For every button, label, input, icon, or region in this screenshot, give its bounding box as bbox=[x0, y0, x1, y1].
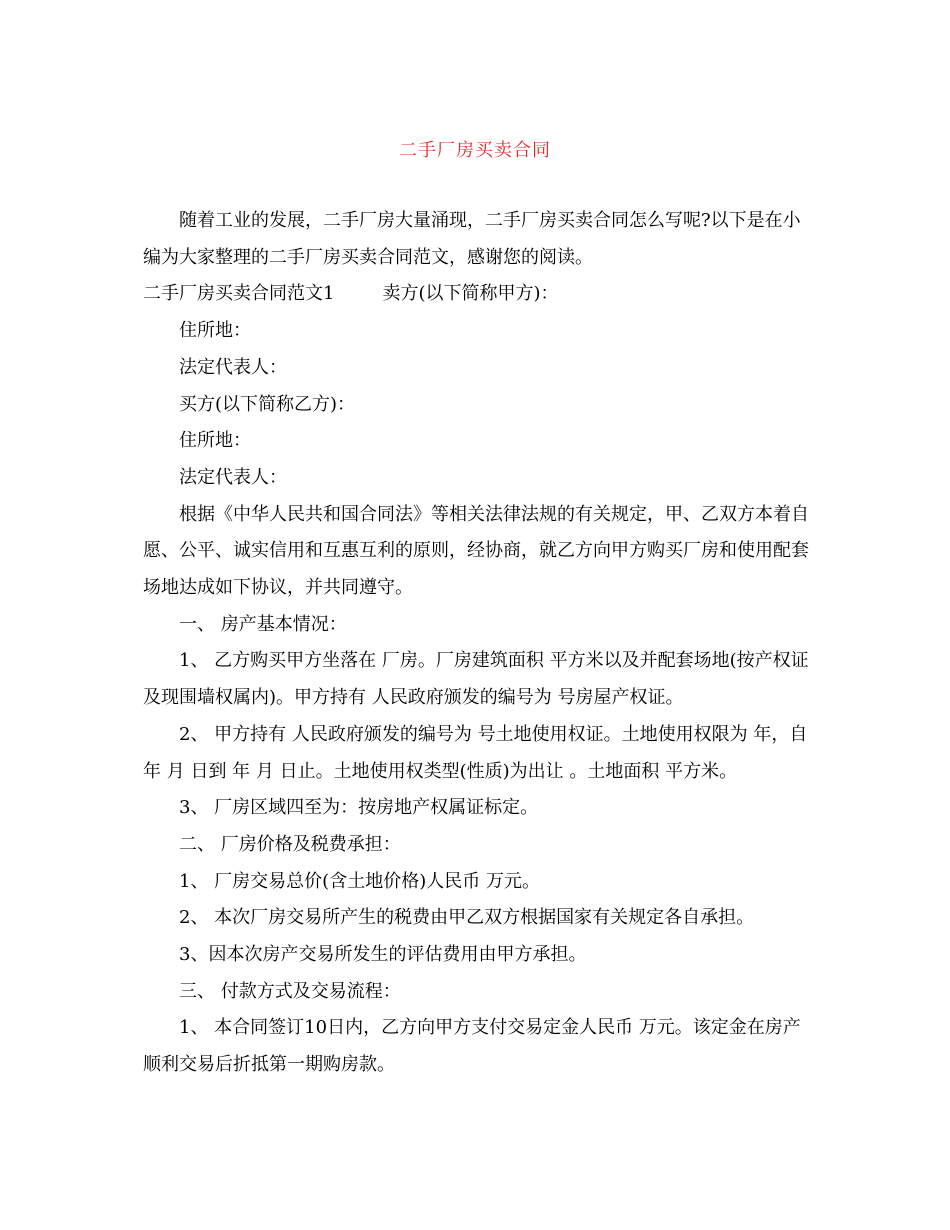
sample-heading-line bbox=[143, 276, 813, 313]
preamble-paragraph: 根据《中华人民共和国合同法》等相关法律法规的有关规定，甲、乙双方本着自愿、公平、诚实信用和互惠互利的原则，经协商，就乙方向甲方购买厂房和使用配套场地达成如下协议，并共同遵守。 bbox=[143, 503, 809, 599]
section-2-item-3: 3、因本次房产交易所发生的评估费用由甲方承担。 bbox=[179, 944, 587, 966]
document-title: 二手厂房买卖合同 bbox=[399, 140, 551, 161]
section-1-item-1: 1、 乙方购买甲方坐落在 厂房。厂房建筑面积 平方米以及并配套场地(按产权证及现围墙权属内)。甲方持有 人民政府颁发的编号为 号房屋产权证。 bbox=[143, 650, 809, 709]
intro-paragraph: 随着工业的发展，二手厂房大量涌现，二手厂房买卖合同怎么写呢?以下是在小编为大家整理的二手厂房买卖合同范文，感谢您的阅读。 bbox=[143, 210, 801, 268]
seller-label: 卖方(以下简称甲方)： bbox=[382, 283, 559, 305]
section-1-item-2: 2、 甲方持有 人民政府颁发的编号为 号土地使用权证。土地使用权限为 年，自 年 月 日到 年 月 日止。土地使用权类型(性质)为出让 。土地面积 平方米。 bbox=[143, 723, 808, 782]
buyer-label: 买方(以下简称乙方)： bbox=[179, 393, 356, 415]
buyer-address: 住所地： bbox=[179, 430, 251, 452]
section-1-item-3: 3、 厂房区域四至为：按房地产权属证标定。 bbox=[179, 797, 539, 819]
section-2-item-1: 1、 厂房交易总价(含土地价格)人民币 万元。 bbox=[179, 870, 540, 892]
document-body bbox=[143, 203, 813, 1084]
seller-address: 住所地： bbox=[179, 320, 251, 342]
seller-representative: 法定代表人： bbox=[179, 356, 287, 378]
section-3-heading: 三、 付款方式及交易流程： bbox=[179, 980, 401, 1002]
buyer-representative: 法定代表人： bbox=[179, 466, 287, 488]
section-2-item-2: 2、 本次厂房交易所产生的税费由甲乙双方根据国家有关规定各自承担。 bbox=[179, 907, 755, 929]
section-1-heading: 一、 房产基本情况： bbox=[179, 613, 347, 635]
sample-heading: 二手厂房买卖合同范文1 bbox=[143, 283, 335, 305]
section-2-heading: 二、 厂房价格及税费承担： bbox=[179, 833, 401, 855]
section-3-item-1: 1、 本合同签订10日内，乙方向甲方支付交易定金人民币 万元。该定金在房产顺利交易后折抵第一期购房款。 bbox=[143, 1017, 801, 1076]
